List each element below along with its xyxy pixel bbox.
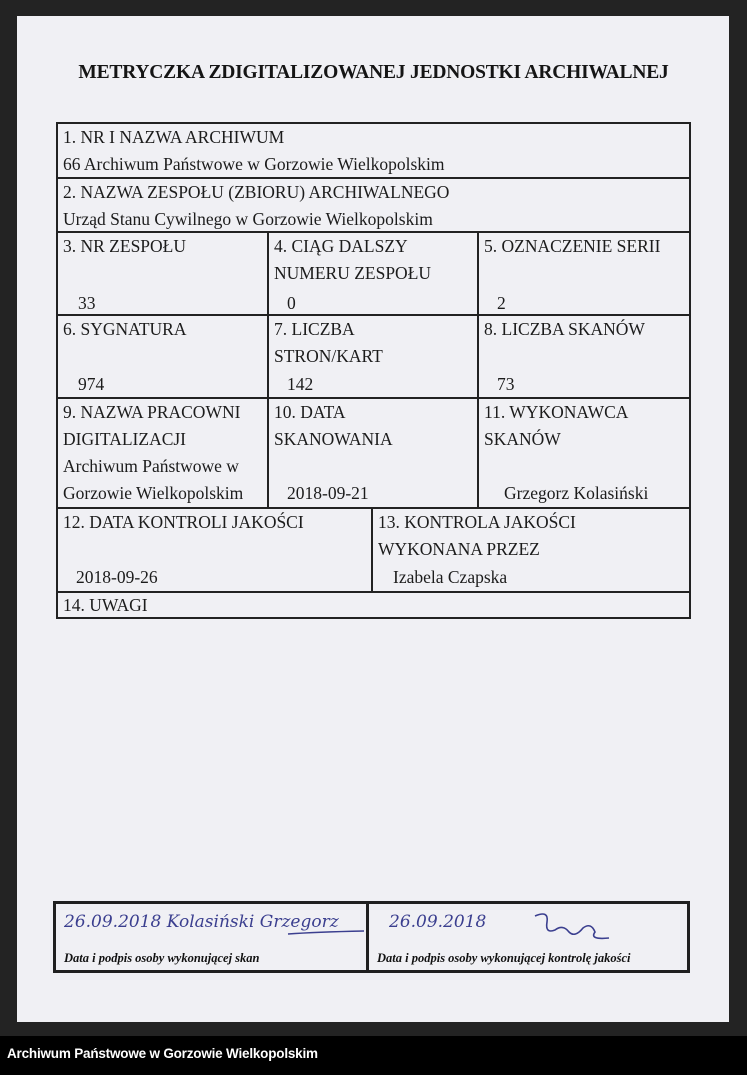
field-value: 66 Archiwum Państwowe w Gorzowie Wielkopolskim	[63, 154, 445, 174]
field-label: SKANÓW	[484, 429, 561, 449]
field-value: Urząd Stanu Cywilnego w Gorzowie Wielkopolskim	[63, 209, 433, 229]
field-label: 1. NR I NAZWA ARCHIWUM	[63, 127, 285, 147]
scan-signature-cell	[56, 904, 369, 970]
field-label: 6. SYGNATURA	[63, 319, 187, 339]
field-qc-date	[56, 507, 373, 593]
field-scan-date	[267, 397, 479, 509]
field-digitization-lab	[56, 397, 269, 509]
field-archive	[56, 122, 691, 179]
quality-signature-icon	[529, 908, 619, 944]
field-label: SKANOWANIA	[274, 429, 393, 449]
field-remarks	[56, 591, 691, 619]
field-value: Archiwum Państwowe w	[63, 456, 239, 476]
field-label: 11. WYKONAWCA	[484, 402, 629, 422]
field-label: 5. OZNACZENIE SERII	[484, 236, 661, 256]
field-label: 9. NAZWA PRACOWNI	[63, 402, 241, 422]
signature-stroke-icon	[286, 914, 366, 944]
field-qc-operator	[371, 507, 691, 593]
quality-signature-caption: Data i podpis osoby wykonującej kontrolę jakości	[377, 951, 631, 965]
field-label: 10. DATA	[274, 402, 346, 422]
field-value: Izabela Czapska	[393, 567, 508, 587]
field-signature	[56, 314, 269, 399]
field-label: 4. CIĄG DALSZY	[274, 236, 408, 256]
field-value: Grzegorz Kolasiński	[504, 483, 649, 503]
field-value: 142	[287, 374, 314, 394]
field-label: STRON/KART	[274, 346, 383, 366]
field-scan-count	[477, 314, 691, 399]
field-label: 3. NR ZESPOŁU	[63, 236, 186, 256]
signature-box	[53, 901, 690, 973]
field-label: 13. KONTROLA JAKOŚCI	[378, 512, 576, 532]
field-fonds-continuation	[267, 231, 479, 316]
quality-signature-cell	[369, 904, 687, 970]
field-value: 33	[78, 293, 96, 313]
field-fonds-name	[56, 177, 691, 233]
field-label: DIGITALIZACJI	[63, 429, 187, 449]
field-label: NUMERU ZESPOŁU	[274, 263, 432, 283]
field-fonds-number	[56, 231, 269, 316]
field-value: 2018-09-21	[287, 483, 369, 503]
field-value: 2018-09-26	[76, 567, 158, 587]
field-label: 12. DATA KONTROLI JAKOŚCI	[63, 512, 304, 532]
archive-footer-label: Archiwum Państwowe w Gorzowie Wielkopolskim	[7, 1046, 318, 1061]
field-value: 73	[497, 374, 515, 394]
quality-handwritten-date: 26.09.2018	[389, 912, 487, 932]
field-label: 8. LICZBA SKANÓW	[484, 319, 645, 339]
scan-signature-caption: Data i podpis osoby wykonującej skan	[64, 951, 260, 965]
field-series	[477, 231, 691, 316]
field-value: 2	[497, 293, 506, 313]
scan-handwritten-signature: 26.09.2018 Kolasiński Grzegorz	[64, 912, 339, 932]
field-label: WYKONANA PRZEZ	[378, 539, 540, 559]
field-value: 0	[287, 293, 296, 313]
document-title: METRYCZKA ZDIGITALIZOWANEJ JEDNOSTKI ARCHIWALNEJ	[78, 62, 669, 83]
field-value: Gorzowie Wielkopolskim	[63, 483, 244, 503]
field-scan-operator	[477, 397, 691, 509]
field-label: 14. UWAGI	[63, 595, 148, 615]
field-page-count	[267, 314, 479, 399]
field-label: 2. NAZWA ZESPOŁU (ZBIORU) ARCHIWALNEGO	[63, 182, 450, 202]
field-value: 974	[78, 374, 105, 394]
field-label: 7. LICZBA	[274, 319, 355, 339]
